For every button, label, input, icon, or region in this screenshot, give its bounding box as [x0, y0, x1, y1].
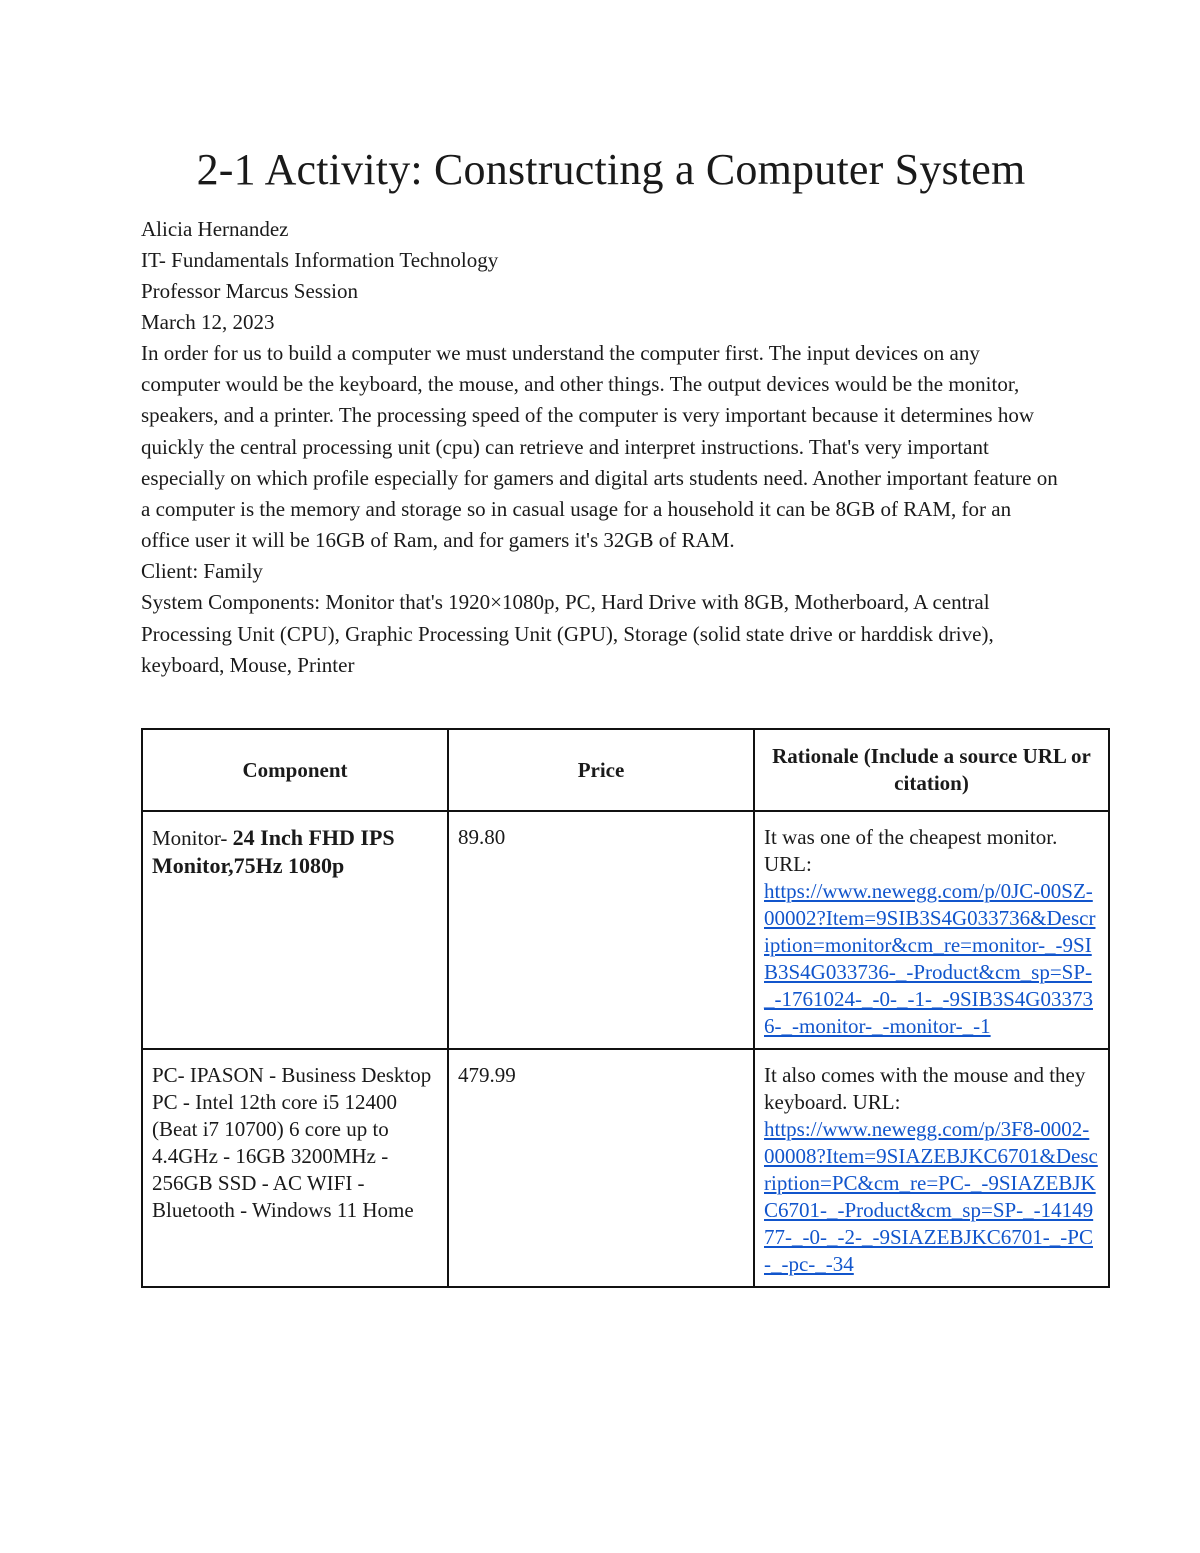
document-title: 2-1 Activity: Constructing a Computer System [196, 145, 1026, 194]
header-component: Component [142, 729, 448, 811]
system-components-paragraph: System Components: Monitor that's 1920×1080p, PC, Hard Drive with 8GB, Motherboard, A central Processing Unit (CPU), Graphic Processing Unit (GPU), Storage (solid state drive or harddisk drive), keyboard, Mouse, Printer [141, 590, 994, 677]
author-name: Alicia Hernandez [141, 217, 289, 241]
header-rationale: Rationale (Include a source URL or citation) [754, 729, 1109, 811]
table-row [142, 811, 1109, 1049]
source-url-link[interactable]: https://www.newegg.com/p/0JC-00SZ-00002?Item=9SIB3S4G033736&Description=monitor&cm_re=monitor-_-9SIB3S4G033736-_-Product&cm_sp=SP-_-1761024-_-0-_-1-_-9SIB3S4G033736-_-monitor-_-monitor-_-1 [764, 879, 1096, 1038]
course-name: IT- Fundamentals Information Technology [141, 248, 499, 272]
components-table [141, 728, 1110, 1288]
client-line: Client: Family [141, 559, 263, 584]
component-prefix: Monitor- [152, 826, 233, 850]
component-cell: PC- IPASON - Business Desktop PC - Intel 12th core i5 12400 (Beat i7 10700) 6 core up to 4.4GHz - 16GB 3200MHz - 256GB SSD - AC WIFI - Bluetooth - Windows 11 Home [142, 1049, 448, 1287]
rationale-text: It was one of the cheapest monitor. URL: [764, 825, 1058, 876]
rationale-text: It also comes with the mouse and they keyboard. URL: [764, 1063, 1086, 1114]
professor-name: Professor Marcus Session [141, 279, 358, 303]
price-cell: 479.99 [448, 1049, 754, 1287]
component-cell [142, 811, 448, 1049]
rationale-cell [754, 1049, 1109, 1287]
document-page [141, 140, 1081, 681]
table-header-row [142, 729, 1109, 811]
rationale-cell [754, 811, 1109, 1049]
header-price: Price [448, 729, 754, 811]
intro-paragraph: In order for us to build a computer we must understand the computer first. The input devices on any computer would be the keyboard, the mouse, and other things. The output devices would be the monitor, speakers, and a printer. The processing speed of the computer is very important because it determines how quickly the central processing unit (cpu) can retrieve and interpret instructions. That's very important especially on which profile especially for gamers and digital arts students need. Another important feature on a computer is the memory and storage so in casual usage for a household it can be 8GB of RAM, for an office user it will be 16GB of Ram, and for gamers it's 32GB of RAM. [141, 341, 1058, 553]
document-date: March 12, 2023 [141, 310, 275, 334]
component-name: 24 Inch FHD IPS Monitor,75Hz 1080p [152, 825, 395, 878]
table-row [142, 1049, 1109, 1287]
source-url-link[interactable]: https://www.newegg.com/p/3F8-0002-00008?Item=9SIAZEBJKC6701&Description=PC&cm_re=PC-_-9SIAZEBJKC6701-_-Product&cm_sp=SP-_-1414977-_-0-_-2-_-9SIAZEBJKC6701-_-PC-_-pc-_-34 [764, 1117, 1098, 1276]
price-cell: 89.80 [448, 811, 754, 1049]
